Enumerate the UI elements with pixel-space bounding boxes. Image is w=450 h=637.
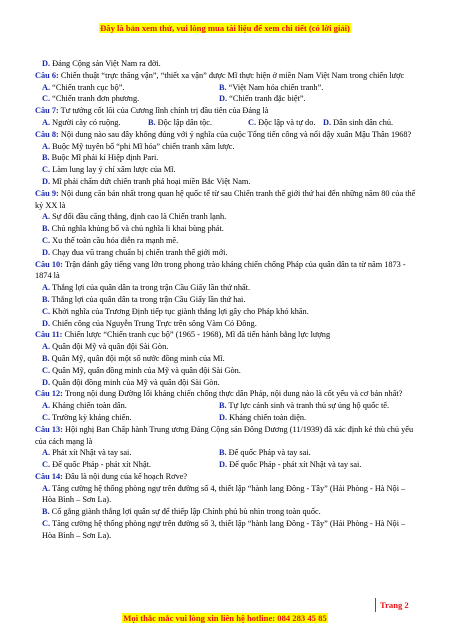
option-label: D. <box>42 176 51 186</box>
option-label: C. <box>42 365 51 375</box>
option-b <box>219 400 389 412</box>
option-row <box>35 412 420 424</box>
option-label: C. <box>42 165 51 175</box>
option-text: Buộc Mỹ tuyên bố “phi Mĩ hóa” chiến tranh xâm lược. <box>50 141 235 151</box>
option-text: “Chiến tranh đơn phương. <box>50 94 140 104</box>
question-text: Trong nội dung Đường lối kháng chiến chống thực dân Pháp, nội dung nào là cốt yếu và cơ bản nhất? <box>62 389 403 399</box>
hotline-text: Mọi thắc mắc vui lòng xin liên hệ hotline: 084 283 45 85 <box>123 613 327 623</box>
question-12 <box>35 388 420 400</box>
option-text: Chạy đua vũ trang chuẩn bị chiến tranh thế giới mới. <box>50 247 228 257</box>
option-label: B. <box>219 401 227 411</box>
option-label: A. <box>42 483 51 493</box>
option-b <box>219 82 323 94</box>
option-label: C. <box>42 94 51 104</box>
preview-banner <box>0 23 450 33</box>
question-text: Chiến thuật “trực thăng vận”, “thiết xa vận” được Mĩ thực hiện ở miền Nam Việt Nam trong chiến lược <box>58 70 405 80</box>
option-label: B. <box>148 117 156 127</box>
option-label: C. <box>42 412 51 422</box>
question-text: Hội nghị Ban Chấp hành Trung ương Đảng Cộng sản Đông Dương (11/1939) đã xác định kẻ thù chủ yếu của cách mạng là <box>35 424 414 446</box>
option-d <box>35 247 420 259</box>
option-label: A. <box>42 212 51 222</box>
option-text: Tăng cường hệ thống phòng ngự trên đường số 4, thiết lập “hành lang Đông - Tây” (Hải Phòng - Hà Nội – Hòa Bình – Sơn La). <box>42 483 406 505</box>
option-label: C. <box>42 235 51 245</box>
option-b <box>35 152 420 164</box>
question-label: Câu 10: <box>35 259 63 269</box>
option-text: Dân sinh dân chủ. <box>331 117 394 127</box>
option-label: D. <box>42 318 51 328</box>
option-d <box>35 176 420 188</box>
option-text: “Chiến tranh cục bộ”. <box>50 82 125 92</box>
option-label: B. <box>219 82 227 92</box>
question-11 <box>35 329 420 341</box>
option-label: A. <box>42 401 51 411</box>
option-label: A. <box>42 117 51 127</box>
question-label: Câu 14: <box>35 471 63 481</box>
option-label: D. <box>219 412 228 422</box>
option-b <box>35 506 420 518</box>
option-b <box>148 117 248 129</box>
option-c <box>42 459 219 471</box>
option-text: “Chiến tranh đặc biệt”. <box>227 94 306 104</box>
option-line <box>35 58 420 70</box>
question-label: Câu 11: <box>35 330 63 340</box>
option-d <box>35 318 420 330</box>
option-c <box>35 306 420 318</box>
option-text: Phát xít Nhật và tay sai. <box>50 448 132 458</box>
question-text: Nội dung căn bản nhất trong quan hệ quốc tế từ sau Chiến tranh thế giới thứ hai đến những năm 80 của thế kỷ XX là <box>35 188 416 210</box>
option-label: D. <box>42 59 51 68</box>
option-d <box>219 93 306 105</box>
option-d <box>35 377 420 389</box>
option-text: Đế quốc Pháp - phát xít Nhật. <box>50 460 152 470</box>
option-text: Làm lung lay ý chí xâm lược của Mĩ. <box>50 165 176 175</box>
option-b <box>35 353 420 365</box>
option-label: C. <box>42 460 51 470</box>
option-c <box>35 518 420 542</box>
option-text: Quân đội Mỹ và quân đội Sài Gòn. <box>50 342 169 352</box>
option-text: Quân Mỹ, quân đồng minh của Mỹ và quân đội Sài Gòn. <box>50 365 241 375</box>
option-label: C. <box>248 117 257 127</box>
option-row <box>35 447 420 459</box>
preview-banner-text: Đây là bản xem thử, vui lòng mua tài liệu để xem chi tiết (có lời giải) <box>100 23 350 33</box>
option-b <box>35 294 420 306</box>
option-text: Độc lập và tự do. <box>256 117 316 127</box>
option-c <box>35 164 420 176</box>
option-a <box>35 141 420 153</box>
option-d <box>219 412 306 424</box>
option-row <box>35 82 420 94</box>
question-text: Đâu là nội dung của kế hoạch Rơve? <box>62 471 188 481</box>
option-text: “Việt Nam hóa chiến tranh”. <box>226 82 324 92</box>
option-text: Đế quốc Pháp và tay sai. <box>226 448 311 458</box>
option-label: B. <box>42 294 50 304</box>
option-b <box>219 447 311 459</box>
question-label: Câu 8: <box>35 129 59 139</box>
question-label: Câu 9: <box>35 188 59 198</box>
option-text: Tăng cường hệ thống phòng ngự trên đường số 3, thiết lập “hành lang Đông - Tây” (Hải Phòng - Hà Nội – Hòa Bình – Sơn La). <box>42 519 406 540</box>
option-a <box>42 82 219 94</box>
option-label: D. <box>42 377 51 387</box>
option-text: Đảng Cộng sản Việt Nam ra đời. <box>50 59 161 68</box>
option-c <box>35 235 420 247</box>
option-label: B. <box>42 507 50 517</box>
option-a <box>42 447 219 459</box>
option-text: Kháng chiến toàn dân. <box>50 401 127 411</box>
question-text: Nội dung nào sau đây không đúng với ý nghĩa của cuộc Tổng tiến công và nổi dậy xuân Mậu Thân 1968? <box>58 129 412 139</box>
option-label: D. <box>219 94 228 104</box>
option-label: B. <box>42 153 50 163</box>
option-label: A. <box>42 342 51 352</box>
option-row <box>35 117 420 129</box>
hotline-footer <box>0 613 450 623</box>
question-10 <box>35 259 420 283</box>
page-number: Trang 2 <box>375 598 409 612</box>
option-text: Xu thế toàn cầu hóa diễn ra mạnh mẽ. <box>50 235 179 245</box>
option-text: Thắng lợi của quân dân ta trong trận Cầu Giấy lần thứ hai. <box>49 294 246 304</box>
question-label: Câu 13: <box>35 424 63 434</box>
question-label: Câu 12: <box>35 389 63 399</box>
option-a <box>42 117 148 129</box>
option-label: B. <box>42 353 50 363</box>
option-text: Thắng lợi của quân dân ta trong trận Cầu Giấy lần thứ nhất. <box>50 283 251 293</box>
option-a <box>35 211 420 223</box>
option-label: D. <box>323 117 332 127</box>
question-6 <box>35 70 420 82</box>
question-8 <box>35 129 420 141</box>
question-7 <box>35 105 420 117</box>
option-text: Cố gắng giành thắng lợi quân sự để thiếp lập Chính phủ bù nhìn trong toàn quốc. <box>49 507 321 517</box>
question-text: Tư tưởng cốt lõi của Cương lĩnh chính trị đầu tiên của Đảng là <box>58 106 269 116</box>
option-text: Khởi nghĩa của Trương Định tiếp tục giành thắng lợi gây cho Pháp khó khăn. <box>50 306 309 316</box>
option-d <box>323 117 393 129</box>
question-label: Câu 7: <box>35 106 59 116</box>
option-a <box>42 400 219 412</box>
option-text: Tự lực cánh sinh và tranh thủ sự ủng hộ quốc tế. <box>226 401 390 411</box>
option-a <box>35 483 420 507</box>
option-text: Người cày có ruộng. <box>50 117 121 127</box>
option-label: C. <box>42 306 51 316</box>
question-text: Chiến lược “Chiến tranh cục bộ” (1965 - 1968), Mĩ đã tiến hành bằng lực lượng <box>62 330 331 340</box>
option-label: C. <box>42 519 51 529</box>
option-text: Độc lập dân tộc. <box>155 117 213 127</box>
option-c <box>42 93 219 105</box>
option-d <box>219 459 361 471</box>
option-text: Đế quốc Pháp - phát xít Nhật và tay sai. <box>227 460 362 470</box>
option-label: B. <box>42 224 50 234</box>
question-label: Câu 6: <box>35 70 59 80</box>
question-9 <box>35 188 420 212</box>
option-text: Kháng chiến toàn diện. <box>227 412 307 422</box>
option-c <box>35 365 420 377</box>
option-label: A. <box>42 448 51 458</box>
option-text: Buộc Mĩ phải kí Hiệp định Pari. <box>49 153 159 163</box>
option-text: Trường kỳ kháng chiến. <box>50 412 132 422</box>
option-text: Sự đối đầu căng thẳng, định cao là Chiến tranh lạnh. <box>50 212 227 222</box>
option-label: D. <box>42 247 51 257</box>
option-row <box>35 459 420 471</box>
option-label: A. <box>42 82 51 92</box>
option-a <box>35 282 420 294</box>
option-a <box>35 341 420 353</box>
option-text: Mĩ phải chấm dứt chiến tranh phá hoại miền Bắc Việt Nam. <box>50 176 251 186</box>
option-b <box>35 223 420 235</box>
document-body <box>35 58 420 542</box>
option-row <box>35 400 420 412</box>
option-label: A. <box>42 283 51 293</box>
option-label: B. <box>219 448 227 458</box>
option-row <box>35 93 420 105</box>
option-text: Chủ nghĩa khủng bố và chủ nghĩa li khai bùng phát. <box>49 224 224 234</box>
question-13 <box>35 424 420 448</box>
question-14 <box>35 471 420 483</box>
option-label: D. <box>219 460 228 470</box>
option-text: Quân Mỹ, quân đội một số nước đồng minh của Mĩ. <box>49 353 225 363</box>
option-c <box>248 117 323 129</box>
option-text: Quân đội đồng minh của Mỹ và quân đội Sài Gòn. <box>50 377 220 387</box>
option-c <box>42 412 219 424</box>
option-label: A. <box>42 141 51 151</box>
question-text: Trận đánh gây tiếng vang lớn trong phong trào kháng chiến chống Pháp của quân dân ta từ năm 1873 - 1874 là <box>35 259 406 281</box>
option-text: Chiến công của Nguyễn Trung Trực trên sông Vàm Cỏ Đông. <box>50 318 257 328</box>
